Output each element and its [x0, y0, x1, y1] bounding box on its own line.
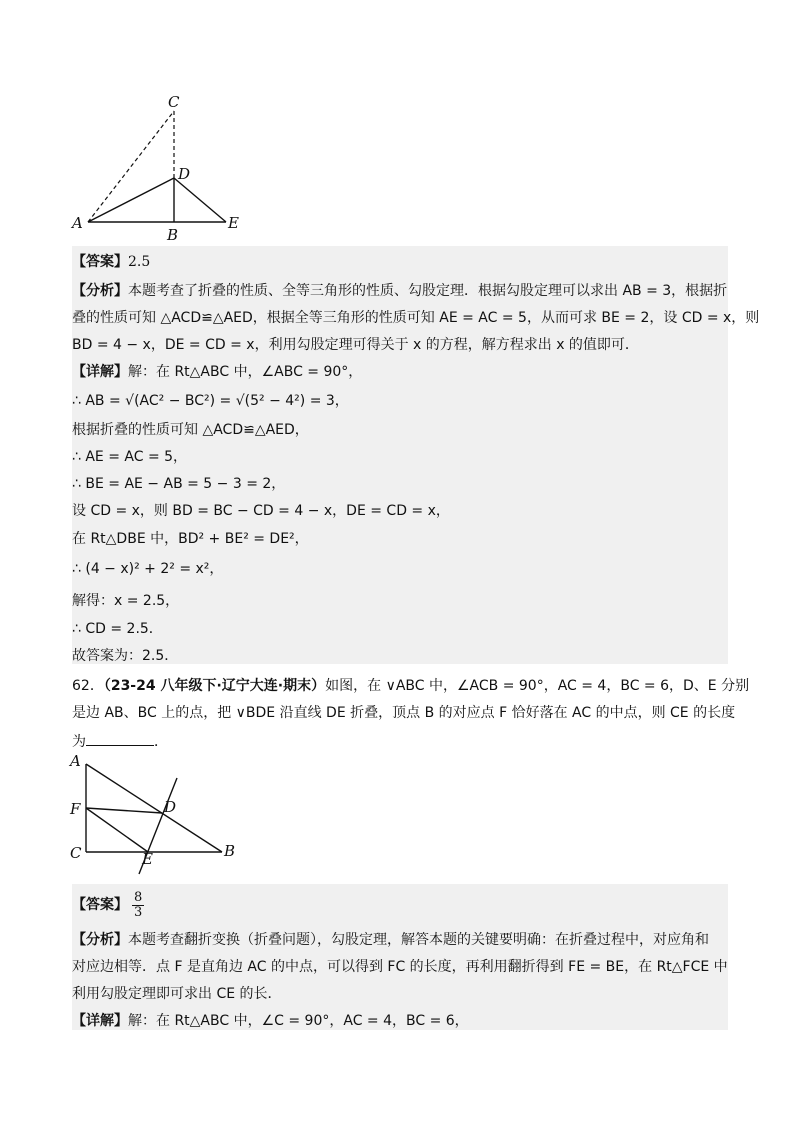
label-b: B [224, 842, 236, 860]
detail-line-6: 设 CD = x，则 BD = BC − CD = 4 − x，DE = CD = x， [72, 503, 450, 519]
answer-fraction [132, 891, 144, 920]
detail-line-9: 解得：x = 2.5， [72, 593, 180, 609]
answer-tag: 【答案】 [72, 897, 128, 913]
analysis-text: 本题考查翻折变换（折叠问题），勾股定理，解答本题的关键要明确：在折叠过程中，对应角和 [128, 932, 709, 948]
segment-fe [86, 808, 148, 852]
label-e: E [228, 214, 239, 232]
label-b: B [167, 226, 179, 242]
detail-line-1 [72, 362, 732, 382]
detail-line-7: 在 Rt△DBE 中，BD² + BE² = DE²， [72, 531, 309, 547]
analysis-line-2: 对应边相等．点 F 是直角边 AC 的中点，可以得到 FC 的长度，再利用翻折得到 FE = BE，在 Rt△FCE 中 [72, 959, 728, 975]
detail-text: 解：在 Rt△ABC 中，∠C = 90°，AC = 4，BC = 6， [128, 1013, 469, 1029]
detail-line-2: ∴ AB = √(AC² − BC²) = √(5² − 4²) = 3， [72, 393, 349, 409]
detail-tag: 【详解】 [72, 364, 128, 380]
segment-ad [88, 178, 174, 222]
analysis-tag: 【分析】 [72, 283, 128, 299]
problem-text-3: 为 [72, 734, 86, 750]
problem-62-line-2: 是边 AB、BC 上的点，把 ∨BDE 沿直线 DE 折叠，顶点 B 的对应点 F 恰好落在 AC 的中点，则 CE 的长度 [72, 705, 736, 721]
detail-tag: 【详解】 [72, 1013, 128, 1029]
segment-ab [86, 764, 222, 852]
label-c: C [70, 844, 82, 862]
segment-de [174, 178, 226, 222]
detail-line-8: ∴ (4 − x)² + 2² = x²， [72, 561, 224, 577]
analysis-tag: 【分析】 [72, 932, 128, 948]
problem-number: 62． [72, 678, 104, 694]
segment-ac-dashed [88, 111, 174, 222]
detail-line-3: 根据折叠的性质可知 △ACD≌△AED， [72, 422, 309, 438]
detail-line-1 [72, 1011, 732, 1031]
analysis-line-2: 叠的性质可知 △ACD≌△AED，根据全等三角形的性质可知 AE = AC = 5，从而可求 BE = 2，设 CD = x，则 [72, 310, 760, 326]
answer-line-2 [72, 890, 732, 920]
label-c: C [168, 93, 180, 111]
detail-line-11: 故答案为：2.5． [72, 648, 179, 664]
geometry-figure-2 [64, 752, 254, 884]
segment-fd [86, 808, 162, 813]
answer-blank [86, 731, 154, 746]
answer-tag: 【答案】 [72, 254, 128, 270]
problem-text-1: 如图，在 ∨ABC 中，∠ACB = 90°，AC = 4，BC = 6，D、E 分别 [325, 678, 750, 694]
detail-text: 解：在 Rt△ABC 中，∠ABC = 90°， [128, 364, 363, 380]
label-d: D [178, 165, 191, 183]
answer-line-1 [72, 252, 732, 272]
label-a: A [70, 752, 81, 770]
detail-line-10: ∴ CD = 2.5． [72, 621, 163, 637]
label-a: A [72, 214, 83, 232]
analysis-line-3: BD = 4 − x，DE = CD = x，利用勾股定理可得关于 x 的方程，解方程求出 x 的值即可． [72, 337, 639, 353]
analysis-line-1 [72, 930, 732, 950]
problem-source: （23-24 八年级下·辽宁大连·期末） [103, 678, 326, 694]
detail-line-5: ∴ BE = AE − AB = 5 − 3 = 2， [72, 476, 286, 492]
detail-line-4: ∴ AE = AC = 5， [72, 449, 188, 465]
problem-62-line-3 [72, 731, 732, 752]
problem-end: ． [154, 734, 168, 750]
geometry-figure-1 [64, 92, 264, 242]
analysis-line-3: 利用勾股定理即可求出 CE 的长． [72, 986, 282, 1002]
fraction-denominator: 3 [134, 904, 143, 920]
label-d: D [164, 798, 177, 816]
label-e: E [142, 850, 153, 868]
problem-62-line-1 [72, 676, 750, 696]
analysis-line-1 [72, 281, 732, 301]
answer-value: 2.5 [128, 254, 151, 270]
label-f: F [70, 800, 81, 818]
analysis-text: 本题考查了折叠的性质、全等三角形的性质、勾股定理．根据勾股定理可以求出 AB = 3，根据折 [128, 283, 728, 299]
fraction-numerator: 8 [134, 889, 143, 905]
